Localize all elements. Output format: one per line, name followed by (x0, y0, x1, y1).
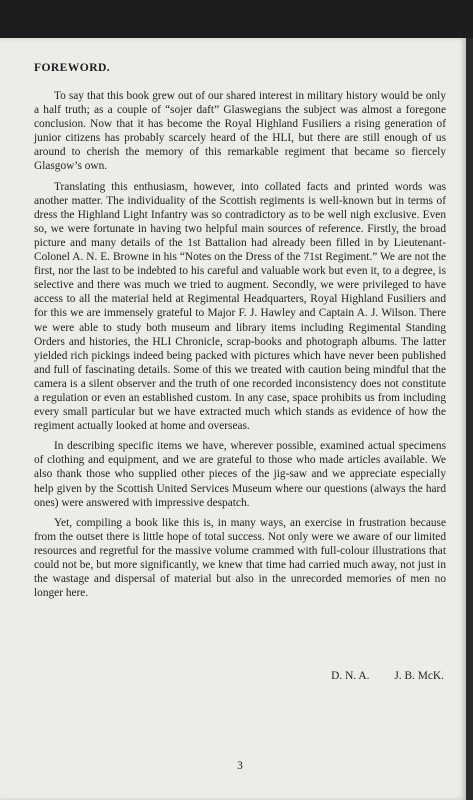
paragraph-2: Translating this enthusiasm, however, into collated facts and printed words was another matter. The individuality of the Scottish regiments is well-known but in terms of dress the Highland Light Infantry was so contradictory as to be well nigh exclusive. Even so, we were fortunate in having two helpful main sources of reference. Firstly, the broad picture and many details of the 1st Battalion had already been filled in by Lieutenant-Colonel A. N. E. Browne in his “Notes on the Dress of the 71st Regiment.” We are not the first, nor the last to be indebted to his careful and valuable work but even it, to a degree, is selective and there was much we tried to augment. Secondly, we were privileged to have access to all the material held at Regimental Headquarters, Royal Highland Fusiliers and for this we are immensely grateful to Major F. J. Hawley and Captain A. J. Wilson. There we were able to study both museum and library items including Regimental Standing Orders and histories, the HLI Chronicle, scrap-books and photograph albums. The latter yielded rich pickings indeed being packed with pictures which have never been published and full of fascinating details. Some of this we treated with caution being mindful that the camera is a silent observer and the truth of one recorded inconsistency does not constitute a regulation or even an established custom. In any case, space prohibits us from including every small particular but we have extracted much which stands as evidence of how the regiment actually looked at home and overseas. (34, 180, 446, 433)
author-initials-1: D. N. A. (331, 670, 370, 682)
foreword-body (34, 89, 446, 606)
foreword-heading: FOREWORD. (34, 61, 111, 74)
page-edge-shadow (466, 38, 473, 800)
author-initials-2: J. B. McK. (394, 670, 444, 682)
page-number: 3 (237, 760, 243, 772)
paragraph-1: To say that this book grew out of our shared interest in military history would be only a half truth; as a couple of “sojer daft” Glaswegians the subject was almost a foregone conclusion. Now that it has become the Royal Highland Fusiliers a rising generation of junior citizens has probably scarcely heard of the HLI, but there are still enough of us around to cherish the memory of this remarkable regiment that became so fiercely Glasgow’s own. (34, 90, 446, 173)
author-signatures (0, 670, 444, 682)
paragraph-4: Yet, compiling a book like this is, in many ways, an exercise in frustration because from the outset there is little hope of total success. Not only were we aware of our limited resources and regretful for the massive volume crammed with full-colour illustrations that could not be, but more significantly, we knew that time had carried much away, not just in the wastage and dispersal of material but also in the unrecorded memories of men no longer here. (34, 516, 446, 600)
paragraph-3: In describing specific items we have, wherever possible, examined actual specimens of clothing and equipment, and we are grateful to those who made articles available. We also thank those who supplied other pieces of the jig-saw and we appreciate especially help given by the Scottish United Services Museum where our questions (always the hard ones) were answered with impressive despatch. (34, 440, 446, 509)
